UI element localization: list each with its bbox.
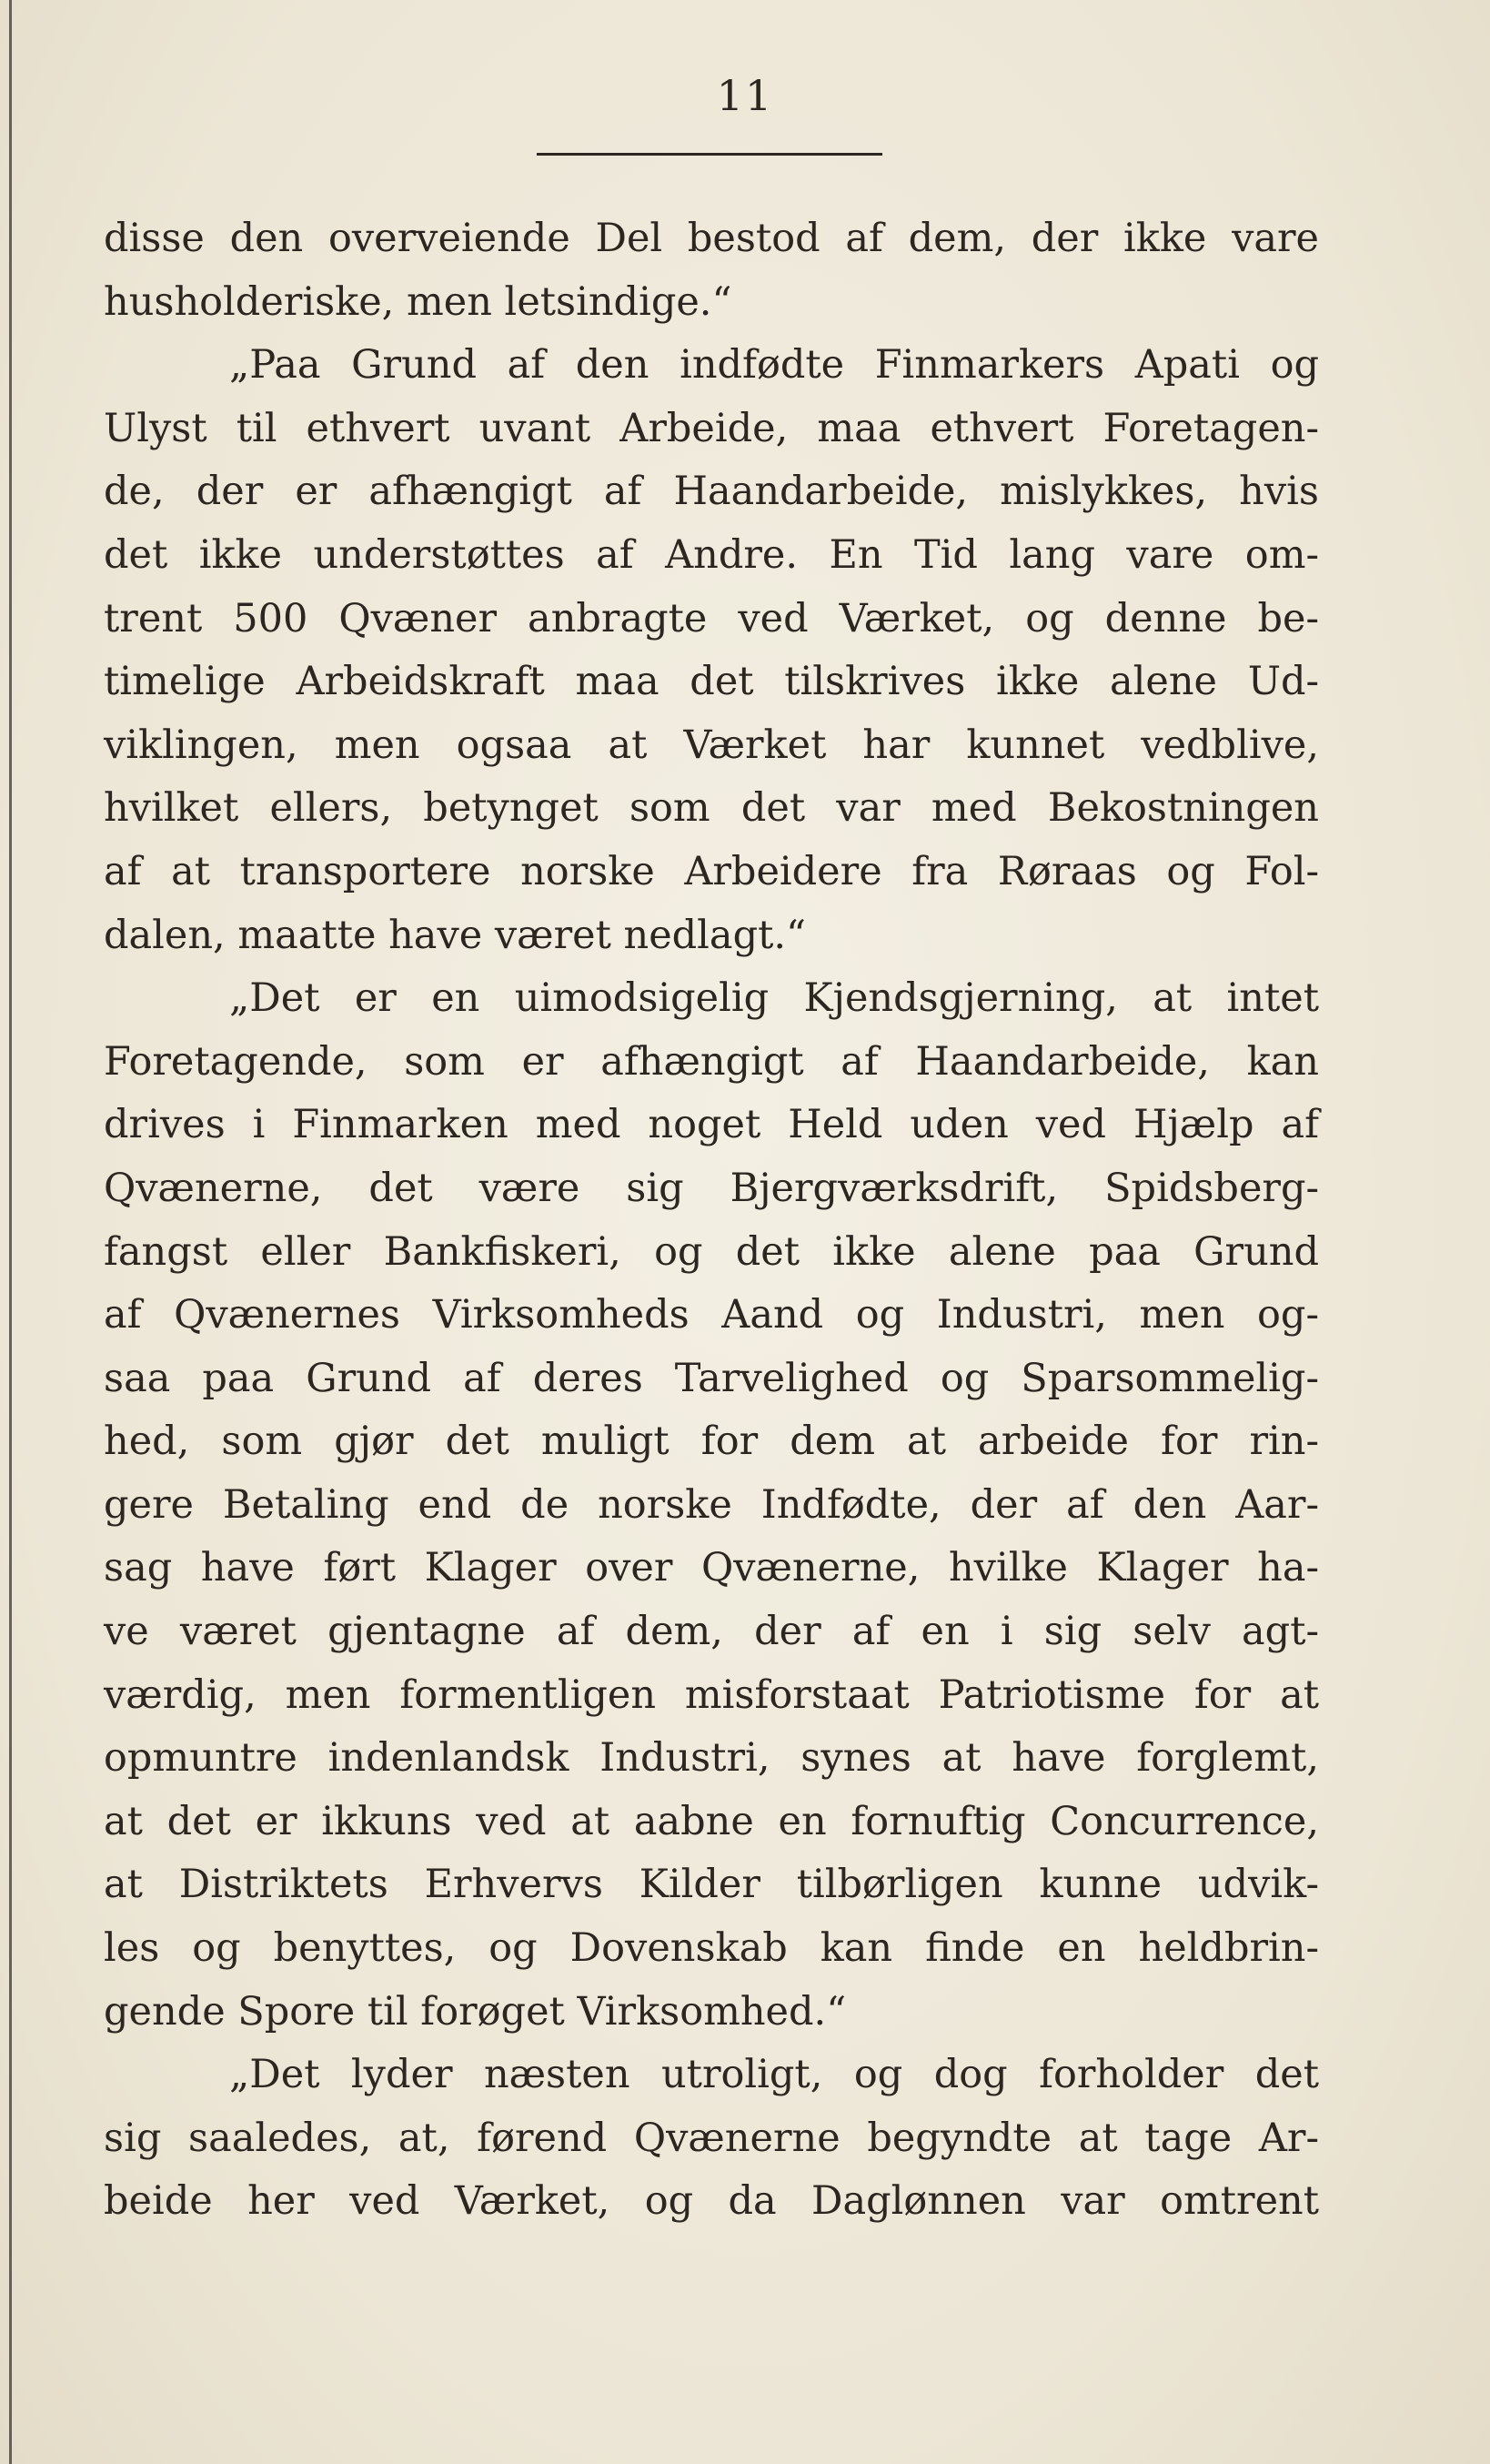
body-text	[104, 207, 1319, 2234]
text-line: Ulyst til ethvert uvant Arbeide, maa ethvert Foretagen-	[104, 405, 1319, 451]
text-line: husholderiske, men letsindige.“	[104, 278, 732, 325]
text-line: de, der er afhængigt af Haandarbeide, mislykkes, hvis	[104, 469, 1319, 515]
text-line: opmuntre indenlandsk Industri, synes at have forglemt,	[104, 1735, 1319, 1782]
text-line: at det er ikkuns ved at aabne en fornuftig Concurrence,	[104, 1798, 1319, 1844]
text-line: „Det er en uimodsigelig Kjendsgjerning, at intet	[229, 975, 1319, 1022]
text-line: gende Spore til forøget Virksomhed.“	[104, 1988, 847, 2035]
text-line: „Det lyder næsten utroligt, og dog forholder det	[229, 2052, 1319, 2098]
header-rule	[537, 153, 882, 156]
text-line: at Distriktets Erhvervs Kilder tilbørligen kunne udvik-	[104, 1862, 1319, 1908]
text-line: det ikke understøttes af Andre. En Tid lang vare om-	[104, 531, 1319, 578]
text-line: ve været gjentagne af dem, der af en i sig selv agt-	[104, 1609, 1319, 1655]
text-line: hvilket ellers, betynget som det var med Bekostningen	[104, 785, 1319, 832]
text-line: sag have ført Klager over Qvænerne, hvilke Klager ha-	[104, 1545, 1319, 1591]
text-line: timelige Arbeidskraft maa det tilskrives ikke alene Ud-	[104, 659, 1319, 705]
page-binding-edge	[9, 0, 12, 2464]
text-line: Qvænerne, det være sig Bjergværksdrift, Spidsberg-	[104, 1165, 1319, 1211]
text-line: drives i Finmarken med noget Held uden ved Hjælp af	[104, 1102, 1319, 1148]
text-line: saa paa Grund af deres Tarvelighed og Sparsommelig-	[104, 1355, 1319, 1401]
text-line: beide her ved Værket, og da Daglønnen var omtrent	[104, 2178, 1319, 2225]
text-line: af at transportere norske Arbeidere fra Røraas og Fol-	[104, 848, 1319, 894]
page-number: 11	[716, 71, 774, 120]
text-line: trent 500 Qvæner anbragte ved Værket, og denne be-	[104, 595, 1319, 641]
text-line: disse den overveiende Del bestod af dem, der ikke vare	[104, 216, 1319, 261]
text-line: gere Betaling end de norske Indfødte, der af den Aar-	[104, 1481, 1319, 1528]
text-line: dalen, maatte have været nedlagt.“	[104, 912, 807, 958]
text-line: „Paa Grund af den indfødte Finmarkers Apati og	[229, 342, 1319, 389]
text-line: viklingen, men ogsaa at Værket har kunnet vedblive,	[104, 722, 1319, 768]
text-line: hed, som gjør det muligt for dem at arbeide for rin-	[104, 1419, 1319, 1465]
text-line: les og benyttes, og Dovenskab kan finde en heldbrin-	[104, 1925, 1319, 1972]
text-line: fangst eller Bankfiskeri, og det ikke alene paa Grund	[104, 1228, 1319, 1275]
text-line: værdig, men formentligen misforstaat Patriotisme for at	[104, 1671, 1319, 1718]
text-line: af Qvænernes Virksomheds Aand og Industri, men og-	[104, 1292, 1319, 1338]
text-line: Foretagende, som er afhængigt af Haandarbeide, kan	[104, 1038, 1319, 1085]
text-line: sig saaledes, at, førend Qvænerne begyndte at tage Ar-	[104, 2115, 1319, 2161]
